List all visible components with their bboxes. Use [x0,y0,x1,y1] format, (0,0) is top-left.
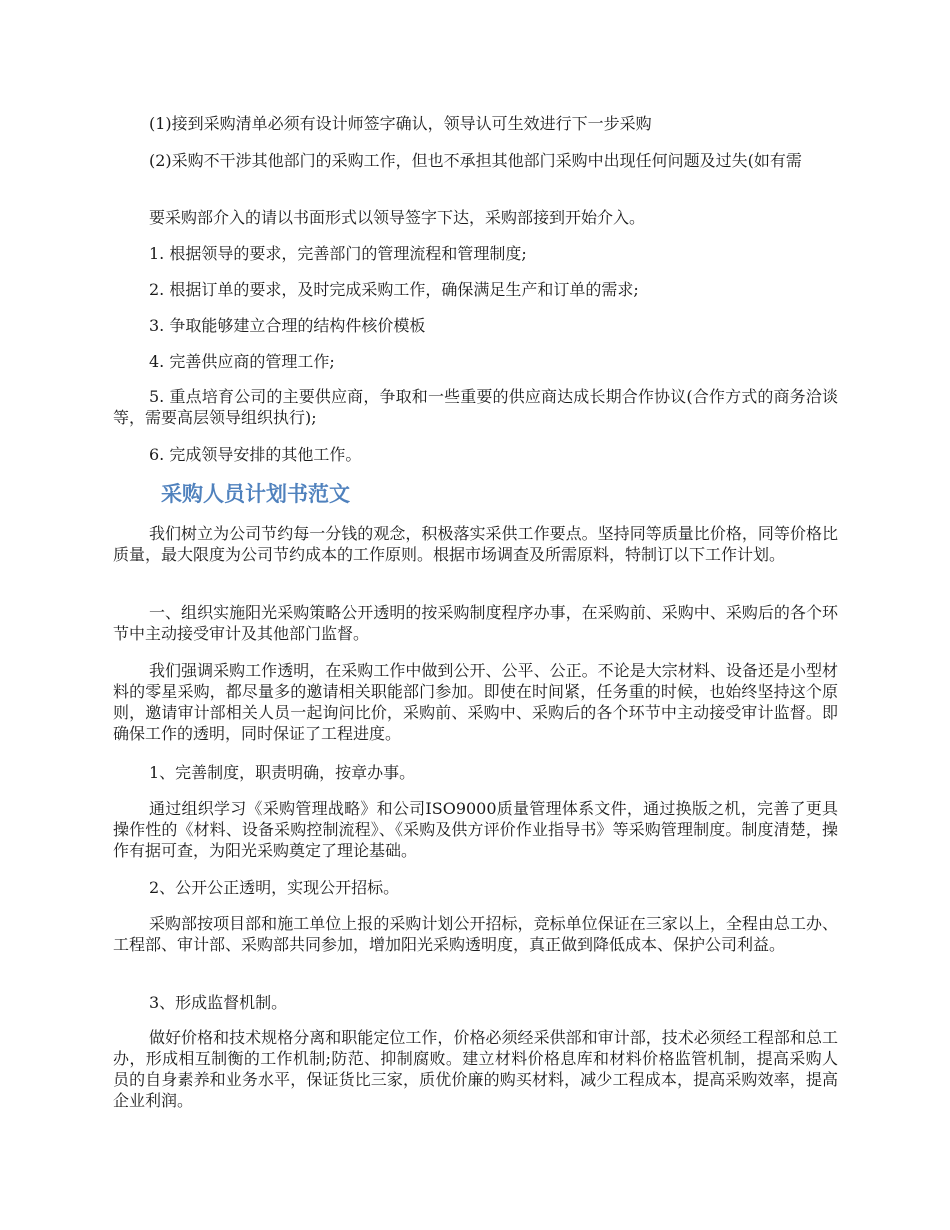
paragraph: (2)采购不干涉其他部门的采购工作，但也不承担其他部门采购中出现任何问题及过失(如有需 [149,151,802,170]
list-item: 3、形成监督机制。 [149,993,288,1012]
paragraph: 通过组织学习《采购管理战略》和公司ISO9000质量管理体系文件，通过换版之机，完善了更具操作性的《材料、设备采购控制流程》、《采购及供方评价作业指导书》等采购管理制度。制度清楚，操作有据可查，为阳光采购奠定了理论基础。 [113,799,838,860]
paragraph: (1)接到采购清单必须有设计师签字确认，领导认可生效进行下一步采购 [149,114,652,133]
paragraph: 我们强调采购工作透明，在采购工作中做到公开、公平、公正。不论是大宗材料、设备还是小型材料的零星采购，都尽量多的邀请相关职能部门参加。即使在时间紧，任务重的时候，也始终坚持这个原则，邀请审计部相关人员一起询问比价，采购前、采购中、采购后的各个环节中主动接受审计监督。即确保工作的透明，同时保证了工程进度。 [113,661,838,743]
list-item: 1. 根据领导的要求，完善部门的管理流程和管理制度; [149,244,527,263]
list-item: 5. 重点培育公司的主要供应商，争取和一些重要的供应商达成长期合作协议(合作方式的商务洽谈等，需要高层领导组织执行); [113,387,838,427]
paragraph: 要采购部介入的请以书面形式以领导签字下达，采购部接到开始介入。 [149,208,646,227]
list-item: 6. 完成领导安排的其他工作。 [149,445,362,464]
section-title: 采购人员计划书范文 [161,482,350,506]
paragraph: 一、组织实施阳光采购策略公开透明的按采购制度程序办事，在采购前、采购中、采购后的各个环节中主动接受审计及其他部门监督。 [113,603,838,643]
paragraph: 我们树立为公司节约每一分钱的观念，积极落实采供工作要点。坚持同等质量比价格，同等价格比质量，最大限度为公司节约成本的工作原则。根据市场调查及所需原料，特制订以下工作计划。 [113,524,838,564]
list-item: 4. 完善供应商的管理工作; [149,352,335,371]
list-item: 1、完善制度，职责明确，按章办事。 [149,763,416,782]
list-item: 3. 争取能够建立合理的结构件核价模板 [149,316,426,335]
list-item: 2、公开公正透明，实现公开招标。 [149,878,400,897]
list-item: 2. 根据订单的要求，及时完成采购工作，确保满足生产和订单的需求; [149,280,639,299]
paragraph: 做好价格和技术规格分离和职能定位工作，价格必须经采供部和审计部，技术必须经工程部和总工办，形成相互制衡的工作机制;防范、抑制腐败。建立材料价格息库和材料价格监管机制，提高采购人员的自身素养和业务水平，保证货比三家，质优价廉的购买材料，减少工程成本，提高采购效率，提高企业利润。 [113,1028,838,1110]
paragraph: 采购部按项目部和施工单位上报的采购计划公开招标，竞标单位保证在三家以上，全程由总工办、工程部、审计部、采购部共同参加，增加阳光采购透明度，真正做到降低成本、保护公司利益。 [113,914,838,954]
